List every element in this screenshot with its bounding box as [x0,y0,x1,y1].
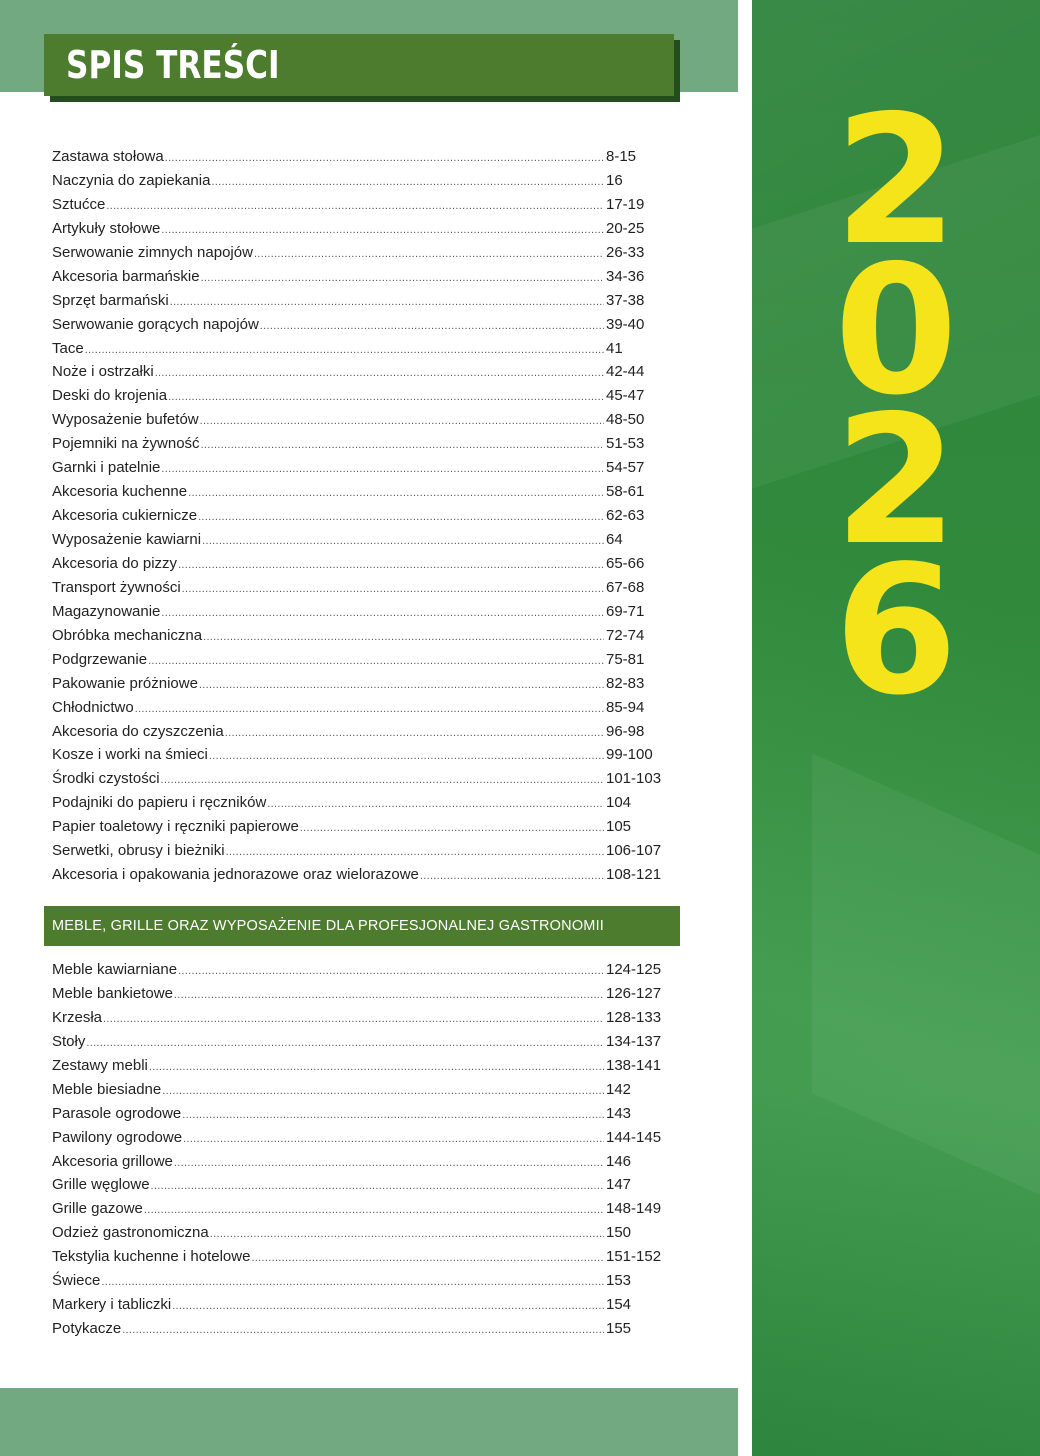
toc-entry-pages: 128-133 [606,1008,662,1026]
toc-entry[interactable] [52,866,664,890]
toc-dot-leader [201,272,604,284]
toc-entry-pages: 124-125 [606,961,662,978]
toc-dot-leader [162,1085,604,1097]
toc-entry-pages: 150 [606,1224,632,1242]
toc-entry-label: Chłodnictwo [52,698,134,716]
toc-entry-label: Akcesoria barmańskie [52,267,200,285]
toc-dot-leader [155,367,604,379]
toc-entry[interactable] [52,316,664,340]
toc-dot-leader [202,535,604,547]
toc-entry-label: Grille gazowe [52,1200,143,1218]
toc-entry-label: Meble kawiarniane [52,961,178,978]
toc-entry-label: Tace [52,339,84,357]
toc-entry-label: Magazynowanie [52,602,161,620]
toc-entry-label: Akcesoria i opakowania jednorazowe oraz wielorazowe [52,866,419,884]
toc-entry[interactable] [52,746,664,770]
toc-dot-leader [149,1061,604,1073]
toc-entry-pages: 26-33 [606,243,645,261]
toc-dot-leader [101,1276,604,1288]
toc-dot-leader [172,1300,604,1312]
year-digit: 6 [834,527,958,734]
toc-entry-label: Garnki i patelnie [52,459,161,477]
toc-entry[interactable] [52,794,664,818]
toc-entry[interactable] [52,842,664,866]
toc-entry[interactable] [52,363,664,387]
page-title: SPIS TREŚCI [66,43,280,87]
toc-entry[interactable] [52,579,664,603]
toc-entry-label: Parasole ogrodowe [52,1104,182,1122]
toc-entry-pages: 16 [606,171,623,189]
toc-dot-leader [161,463,604,475]
toc-entry-label: Potykacze [52,1320,122,1338]
toc-dot-leader [86,1037,604,1049]
toc-entry[interactable] [52,268,664,292]
toc-entry-label: Wyposażenie kawiarni [52,531,202,548]
toc-entry-label: Odzież gastronomiczna [52,1224,209,1242]
toc-entry-pages: 54-57 [606,459,645,477]
toc-entry-label: Pawilony ogrodowe [52,1128,183,1146]
toc-entry-pages: 108-121 [606,866,662,884]
toc-entry-pages: 75-81 [606,650,645,668]
toc-dot-leader [151,1180,604,1192]
toc-dot-leader [103,1013,604,1025]
toc-entry[interactable] [52,1320,664,1344]
toc-entry[interactable] [52,675,664,699]
toc-entry[interactable] [52,627,664,651]
toc-dot-leader [144,1204,604,1216]
toc-entry-label: Środki czystości [52,770,160,788]
toc-entry-label: Sztućce [52,195,106,213]
toc-entry-pages: 126-127 [606,984,662,1002]
toc-list-section [52,961,664,1344]
toc-entry-label: Akcesoria do czyszczenia [52,722,224,740]
toc-entry[interactable] [52,1176,664,1200]
toc-dot-leader [201,439,604,451]
toc-entry[interactable] [52,603,664,627]
toc-entry-label: Grille węglowe [52,1176,150,1194]
toc-dot-leader [420,870,604,882]
toc-entry-pages: 106-107 [606,842,662,860]
toc-entry-pages: 96-98 [606,722,645,740]
toc-entry-label: Sprzęt barmański [52,291,169,309]
toc-dot-leader [161,774,604,786]
toc-entry[interactable] [52,770,664,794]
toc-entry-pages: 48-50 [606,411,645,429]
toc-entry[interactable] [52,1248,664,1272]
toc-dot-leader [174,989,604,1001]
toc-entry-pages: 148-149 [606,1200,662,1218]
year-panel [752,0,1040,1456]
toc-dot-leader [182,1109,604,1121]
toc-entry-pages: 39-40 [606,315,645,333]
toc-entry-pages: 146 [606,1152,632,1170]
toc-entry-pages: 64 [606,531,623,548]
toc-dot-leader [198,511,604,523]
toc-entry-pages: 138-141 [606,1056,662,1074]
toc-entry-pages: 134-137 [606,1032,662,1050]
toc-dot-leader [267,798,604,810]
toc-entry-label: Świece [52,1272,101,1290]
toc-dot-leader [254,248,604,260]
toc-dot-leader [122,1324,604,1336]
toc-entry[interactable] [52,1129,664,1153]
toc-entry-label: Zestawy mebli [52,1056,148,1074]
toc-dot-leader [178,559,604,571]
toc-entry-label: Tekstylia kuchenne i hotelowe [52,1248,251,1266]
toc-entry-pages: 58-61 [606,483,645,501]
toc-entry[interactable] [52,435,664,459]
toc-entry-label: Podgrzewanie [52,650,148,668]
toc-entry[interactable] [52,459,664,483]
toc-entry-pages: 8-15 [606,148,637,165]
toc-entry[interactable] [52,1272,664,1296]
toc-entry-pages: 85-94 [606,698,645,716]
title-banner [44,34,674,96]
toc-dot-leader [106,200,604,212]
toc-entry-label: Deski do krojenia [52,387,168,405]
toc-entry-label: Akcesoria grillowe [52,1152,173,1170]
toc-entry-label: Serwetki, obrusy i bieżniki [52,842,225,860]
toc-entry-label: Artykuły stołowe [52,219,161,237]
toc-dot-leader [161,607,604,619]
toc-entry-label: Noże i ostrzałki [52,363,154,381]
toc-dot-leader [199,679,604,691]
toc-entry[interactable] [52,1081,664,1105]
toc-entry-pages: 45-47 [606,387,645,405]
toc-entry-pages: 151-152 [606,1248,662,1266]
toc-entry-pages: 41 [606,339,623,357]
toc-dot-leader [148,655,604,667]
toc-dot-leader [200,415,604,427]
toc-entry[interactable] [52,507,664,531]
toc-entry[interactable] [52,985,664,1009]
toc-dot-leader [182,583,604,595]
toc-entry[interactable] [52,172,664,196]
toc-entry[interactable] [52,818,664,842]
toc-dot-leader [211,176,604,188]
toc-entry-pages: 144-145 [606,1128,662,1146]
toc-dot-leader [178,965,604,977]
toc-entry[interactable] [52,196,664,220]
toc-entry-label: Wyposażenie bufetów [52,411,199,429]
toc-entry-label: Papier toaletowy i ręczniki papierowe [52,818,299,836]
toc-entry-pages: 142 [606,1080,632,1098]
toc-entry-pages: 67-68 [606,578,645,596]
toc-entry[interactable] [52,1224,664,1248]
toc-dot-leader [226,846,604,858]
year-digit: 2 [834,77,958,284]
toc-entry[interactable] [52,220,664,244]
toc-entry-pages: 51-53 [606,435,645,453]
toc-entry[interactable] [52,699,664,723]
toc-dot-leader [203,631,604,643]
toc-entry-label: Pakowanie próżniowe [52,674,198,692]
toc-entry-label: Meble bankietowe [52,984,173,1002]
toc-entry[interactable] [52,1033,664,1057]
toc-entry-label: Podajniki do papieru i ręczników [52,794,267,812]
toc-entry[interactable] [52,1105,664,1129]
toc-entry-label: Serwowanie gorących napojów [52,315,259,333]
toc-dot-leader [165,152,604,164]
toc-entry[interactable] [52,1153,664,1177]
toc-entry-pages: 37-38 [606,291,645,309]
toc-entry-pages: 20-25 [606,219,645,237]
toc-entry[interactable] [52,1296,664,1320]
toc-entry-pages: 72-74 [606,626,645,644]
toc-dot-leader [161,224,604,236]
toc-entry[interactable] [52,1009,664,1033]
toc-dot-leader [300,822,604,834]
toc-entry-pages: 99-100 [606,746,653,764]
toc-entry[interactable] [52,411,664,435]
toc-entry-pages: 42-44 [606,363,645,381]
toc-entry-label: Obróbka mechaniczna [52,626,203,644]
toc-entry[interactable] [52,1057,664,1081]
toc-entry-label: Serwowanie zimnych napojów [52,243,253,261]
toc-entry[interactable] [52,148,664,172]
toc-entry-label: Zastawa stołowa [52,148,164,165]
toc-entry[interactable] [52,244,664,268]
toc-entry[interactable] [52,340,664,364]
toc-entry[interactable] [52,387,664,411]
toc-dot-leader [183,1133,604,1145]
toc-entry-pages: 82-83 [606,674,645,692]
toc-entry[interactable] [52,651,664,675]
section-banner [44,906,680,946]
toc-entry-pages: 17-19 [606,195,645,213]
toc-entry-label: Naczynia do zapiekania [52,171,211,189]
toc-entry-pages: 155 [606,1320,632,1338]
toc-entry-pages: 34-36 [606,267,645,285]
toc-entry-pages: 105 [606,818,632,836]
toc-entry-pages: 69-71 [606,602,645,620]
toc-entry-pages: 65-66 [606,554,645,572]
toc-entry-pages: 62-63 [606,507,645,525]
toc-entry-label: Kosze i worki na śmieci [52,746,208,764]
toc-dot-leader [174,1157,604,1169]
toc-dot-leader [135,703,604,715]
toc-dot-leader [85,344,604,356]
toc-dot-leader [209,750,604,762]
toc-entry-label: Akcesoria cukiernicze [52,507,198,525]
toc-entry[interactable] [52,531,664,555]
toc-entry-label: Markery i tabliczki [52,1296,172,1314]
toc-entry[interactable] [52,723,664,747]
toc-dot-leader [170,296,604,308]
toc-entry-pages: 143 [606,1104,632,1122]
toc-entry-label: Stoły [52,1032,86,1050]
toc-entry[interactable] [52,1200,664,1224]
panel-facet [812,753,1040,1227]
toc-dot-leader [260,320,604,332]
toc-entry-label: Meble biesiadne [52,1080,162,1098]
year-digit: 2 [834,377,958,584]
toc-dot-leader [210,1228,604,1240]
toc-entry-pages: 154 [606,1296,632,1314]
bottom-decor-band [0,1388,738,1456]
toc-entry-label: Akcesoria do pizzy [52,554,178,572]
section-title: MEBLE, GRILLE ORAZ WYPOSAŻENIE DLA PROFESJONALNEJ GASTRONOMII [52,918,605,934]
toc-entry-pages: 153 [606,1272,632,1290]
toc-entry-pages: 101-103 [606,770,662,788]
toc-entry[interactable] [52,292,664,316]
toc-dot-leader [225,727,604,739]
toc-entry-pages: 147 [606,1176,632,1194]
toc-entry[interactable] [52,483,664,507]
toc-dot-leader [188,487,604,499]
toc-entry-label: Transport żywności [52,578,181,596]
toc-dot-leader [168,391,604,403]
toc-dot-leader [251,1252,604,1264]
toc-entry-label: Krzesła [52,1008,103,1026]
toc-entry[interactable] [52,555,664,579]
toc-entry-label: Pojemniki na żywność [52,435,200,453]
toc-list-main [52,148,664,890]
year-digit: 0 [834,227,958,434]
toc-entry-pages: 104 [606,794,632,812]
toc-entry-label: Akcesoria kuchenne [52,483,188,501]
toc-entry[interactable] [52,961,664,985]
